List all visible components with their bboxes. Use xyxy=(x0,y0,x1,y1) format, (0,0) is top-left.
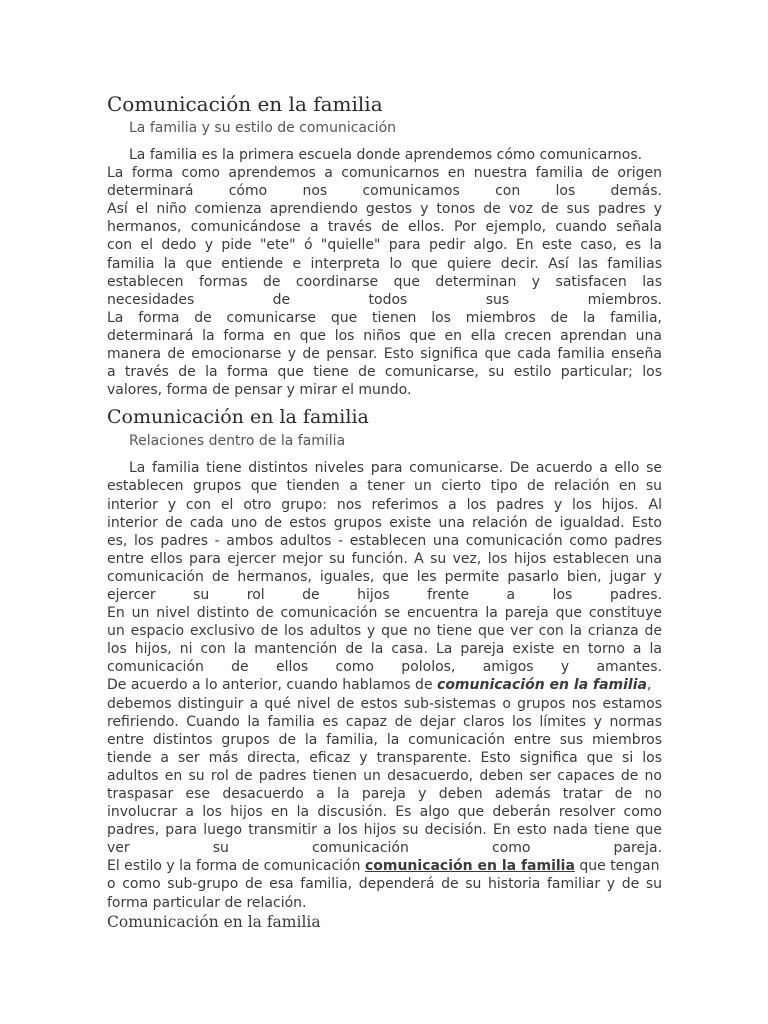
section-subtitle: La familia y su estilo de comunicación xyxy=(129,120,397,136)
paragraph-line: hermanos, comunicándose a través de ellos. Por ejemplo, cuando señala xyxy=(107,219,662,236)
paragraph-line-with-link xyxy=(107,857,662,875)
section-subtitle: Relaciones dentro de la familia xyxy=(129,433,346,450)
paragraph-line: tiende a ser más directa, eficaz y transparente. Esto significa que si los xyxy=(107,749,662,766)
paragraph-line: entre ellos para ejercer mejor su función. A su vez, los hijos establecen una xyxy=(107,550,662,567)
paragraph-line-with-link xyxy=(107,676,662,694)
paragraph-line: interior y con el otro grupo: nos referimos a los padres y los hijos. Al xyxy=(107,496,662,513)
keyword-link[interactable]: comunicación en la familia xyxy=(437,677,647,694)
paragraph-line: entre distintos grupos de la familia, la comunicación entre sus miembros xyxy=(107,731,662,748)
paragraph-line: a través de la forma que tiene de comunicarse, su estilo particular; los xyxy=(107,364,662,381)
section-title: Comunicación en la familia xyxy=(107,92,383,116)
keyword-link[interactable]: comunicación en la familia xyxy=(364,858,575,875)
paragraph-line: comunicación de ellos como pololos, amigos y amantes. xyxy=(107,659,662,676)
paragraph-line: o como sub-grupo de esa familia, dependerá de su historia familiar y de su xyxy=(107,876,662,893)
paragraph-line: La forma de comunicarse que tienen los miembros de la familia, xyxy=(107,309,662,326)
paragraph-line: ejercer su rol de hijos frente a los padres. xyxy=(107,586,662,603)
paragraph-line: determinará cómo nos comunicamos con los demás. xyxy=(107,183,662,200)
paragraph-line: padres, para luego transmitir a los hijos su decisión. En esto nada tiene que xyxy=(107,822,662,839)
document-page xyxy=(107,92,662,932)
paragraph-line: La familia tiene distintos niveles para comunicarse. De acuerdo a ello se xyxy=(129,460,662,477)
section-body xyxy=(107,459,662,911)
paragraph-line: comunicación de hermanos, iguales, que les permite pasarlo bien, jugar y xyxy=(107,568,662,585)
line-suffix: , xyxy=(646,677,652,694)
paragraph-line: es, los padres - ambos adultos - establecen una comunicación como padres xyxy=(107,532,662,549)
paragraph-line: familia la que entiende e interpreta lo que quiere decir. Así las familias xyxy=(107,255,662,272)
section-title: Comunicación en la familia xyxy=(107,406,369,429)
paragraph-line: valores, forma de pensar y mirar el mundo. xyxy=(107,382,412,399)
paragraph-line: interior de cada uno de estos grupos existe una relación de igualdad. Esto xyxy=(107,514,662,531)
paragraph-line: traspasar ese desacuerdo a la pareja y deben además tratar de no xyxy=(107,786,662,802)
paragraph-line: con el dedo y pide "ete" ó "quielle" para pedir algo. En este caso, es la xyxy=(107,237,662,254)
paragraph-line: los hijos, ni con la mantención de la casa. La pareja existe en torno a la xyxy=(107,641,662,658)
section-body xyxy=(107,146,662,399)
paragraph-line: involucrar a los hijos en la discusión. Es algo que deberán resolver como xyxy=(107,804,662,821)
paragraph-line: La familia es la primera escuela donde aprendemos cómo comunicarnos. xyxy=(129,147,643,163)
paragraph-line: necesidades de todos sus miembros. xyxy=(107,291,662,308)
paragraph-line: Así el niño comienza aprendiendo gestos y tonos de voz de sus padres y xyxy=(107,201,662,218)
paragraph-line: En un nivel distinto de comunicación se encuentra la pareja que constituye xyxy=(107,605,662,622)
footer-title: Comunicación en la familia xyxy=(107,912,321,931)
line-suffix: que tengan xyxy=(574,858,660,875)
paragraph-line: refiriendo. Cuando la familia es capaz de dejar claros los límites y normas xyxy=(107,713,662,730)
paragraph-line: un espacio exclusivo de los adultos y que no tiene que ver con la crianza de xyxy=(107,623,662,640)
paragraph-line: determinará la forma en que los niños que en ella crecen aprendan una xyxy=(107,327,662,344)
line-prefix: De acuerdo a lo anterior, cuando hablamos de xyxy=(107,677,438,694)
paragraph-line: forma particular de relación. xyxy=(107,894,307,911)
paragraph-line: adultos en su rol de padres tienen un desacuerdo, deben ser capaces de no xyxy=(107,767,662,784)
paragraph-line: establecen grupos que tienden a tener un cierto tipo de relación en su xyxy=(107,478,662,495)
paragraph-line: La forma como aprendemos a comunicarnos en nuestra familia de origen xyxy=(107,165,662,182)
paragraph-line: manera de emocionarse y de pensar. Esto significa que cada familia enseña xyxy=(107,346,662,363)
paragraph-line: debemos distinguir a qué nivel de estos sub-sistemas o grupos nos estamos xyxy=(107,695,662,712)
line-prefix: El estilo y la forma de comunicación xyxy=(107,858,365,875)
paragraph-line: ver su comunicación como pareja. xyxy=(107,840,662,857)
paragraph-line: establecen formas de coordinarse que determinan y satisfacen las xyxy=(107,273,662,290)
